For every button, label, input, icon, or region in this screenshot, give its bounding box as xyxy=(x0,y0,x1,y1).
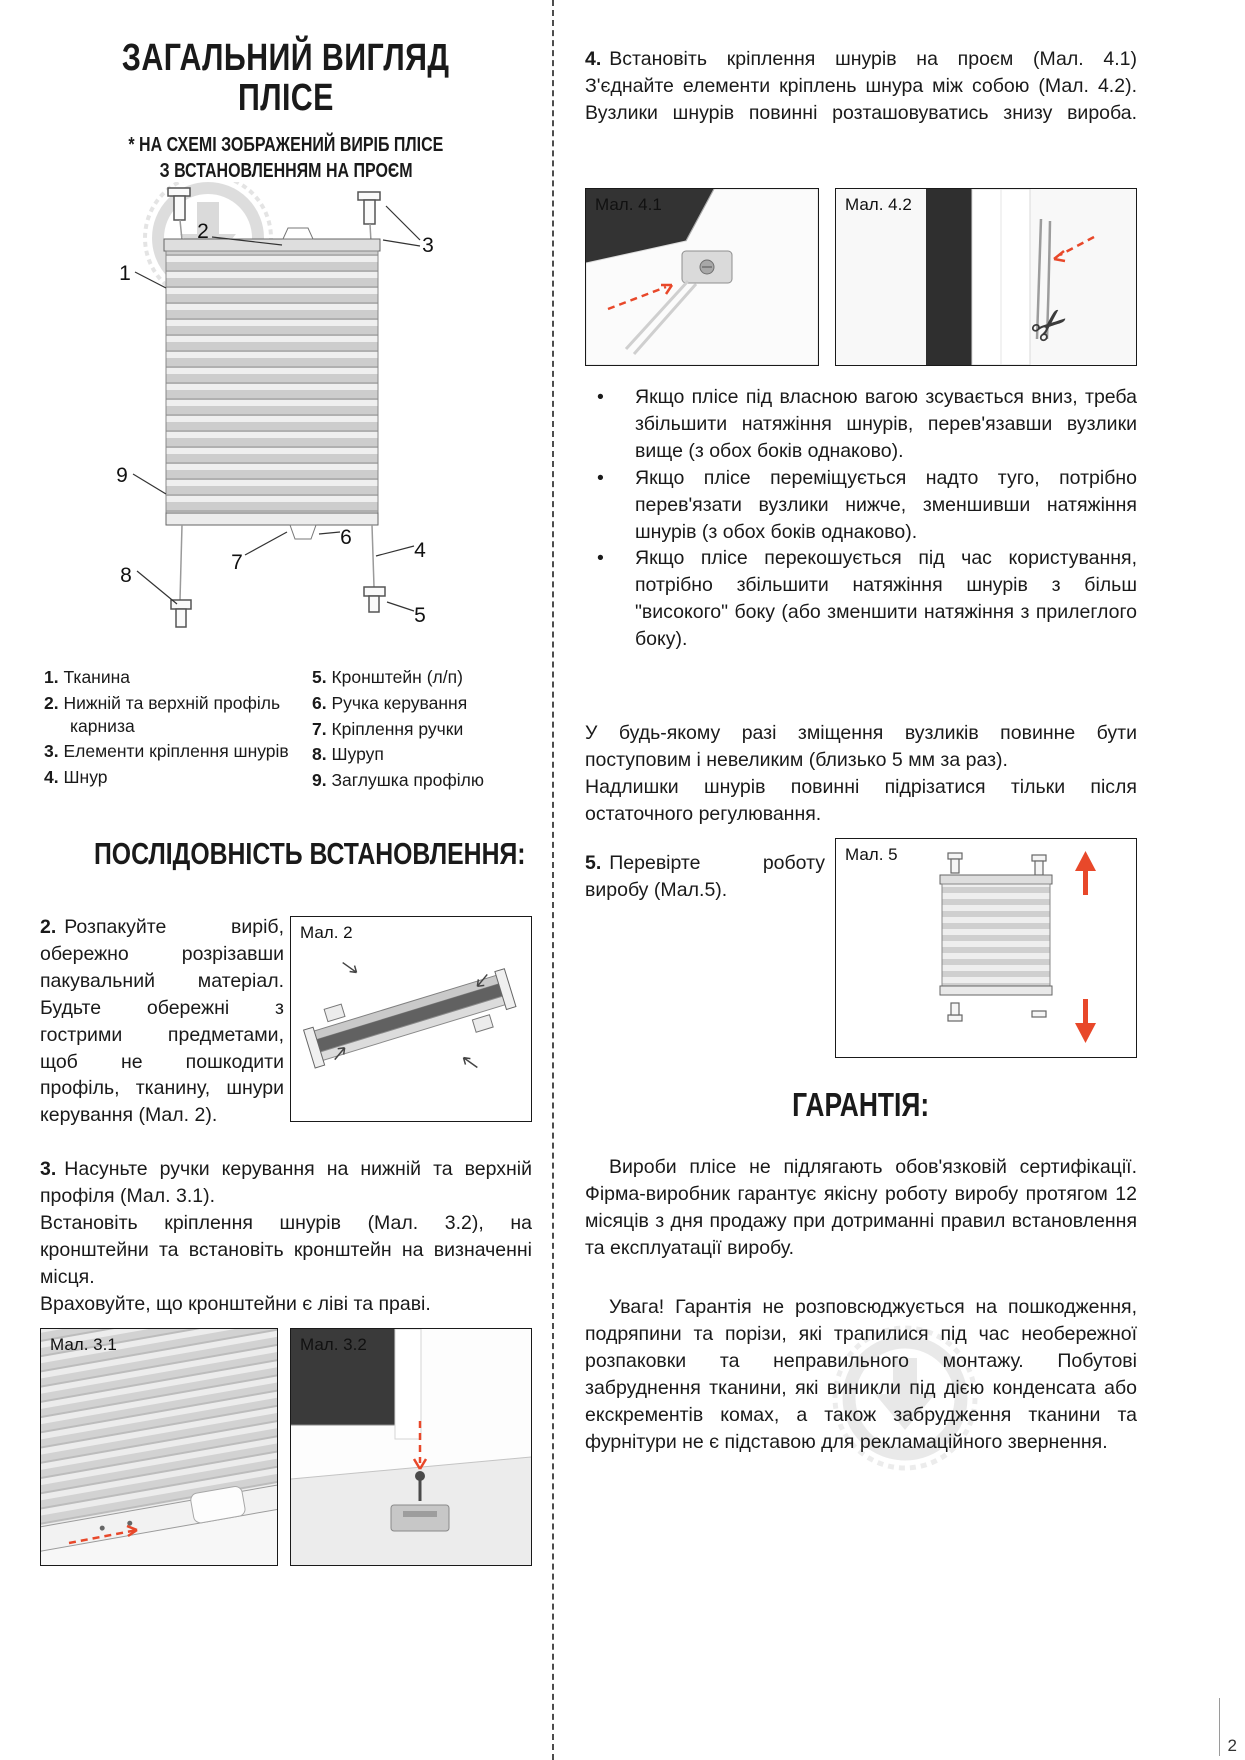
warranty-paragraph-2: Увага! Гарантія не розповсюджується на пошкодження, подряпини та порізи, які трапилися під час необережної розпаковки та неправильного монтажу. Побутові забруднення тканини, які виникли під дією конденсата або екскрементів комах, а також забрудження тканини та фурнітури не є підставою для рекламаційного звернення. xyxy=(585,1296,1137,1453)
section-title-warranty: ГАРАНТІЯ: xyxy=(792,1086,930,1123)
window-glass xyxy=(926,189,972,365)
step-3-paragraph: 3. Насуньте ручки керування на нижній та верхній профіля (Мал. 3.1). Встановіть кріплення шнурів (Мал. 3.2), на кронштейни та встановіть кронштейн на визначенні місця. Враховуйте, що кронштейни є ліві та праві. xyxy=(40,1158,532,1315)
top-profile xyxy=(940,875,1052,884)
svg-text:9: 9 xyxy=(116,464,128,487)
step-2-paragraph: 2. Розпакуйте виріб, обережно розрізавши пакувальний матеріал. Будьте обережні з гострими предметами, щоб не пошкодити профіль, тканину, шнури керування (Мал. 2). xyxy=(40,916,284,1127)
svg-text:6: 6 xyxy=(340,526,352,549)
adjustment-bullet-list xyxy=(585,384,1137,653)
right-column xyxy=(585,0,1137,1760)
title-line-2: ПЛІСЕ xyxy=(238,77,334,120)
step-5-number: 5. xyxy=(585,852,602,874)
warranty-paragraph-1: Вироби плісе не підлягають обов'язковій сертифікації. Фірма-виробник гарантує якісну роботу виробу протягом 12 місяців з дня продажу при дотриманні правил встановлення та експлуатації виробу. xyxy=(585,1156,1137,1259)
cord-trimming-illustration xyxy=(836,189,1136,365)
svg-text:1: 1 xyxy=(119,262,131,285)
scissors-icon: ✂ xyxy=(1020,295,1081,357)
step-4-number: 4. xyxy=(585,48,602,70)
figure-4-2 xyxy=(835,188,1137,366)
legend-column-2 xyxy=(312,666,532,795)
bullet-marker: • xyxy=(597,466,604,489)
adjustment-note: У будь-якому разі зміщення вузликів повинне бути поступовим і невеликим (близько 5 мм за раз). Надлишки шнурів повинні підрізатися тільки після остаточного регулювання. xyxy=(585,722,1137,825)
legend-item: 4. Шнур xyxy=(44,767,108,787)
left-column xyxy=(40,0,532,1760)
handle-install-illustration xyxy=(41,1329,277,1565)
legend-item: 7. Кріплення ручки xyxy=(312,718,464,739)
legend-column-1 xyxy=(44,666,306,792)
figure-3-1-label: Мал. 3.1 xyxy=(50,1335,117,1354)
svg-text:5: 5 xyxy=(414,604,426,627)
svg-text:8: 8 xyxy=(120,564,132,587)
section-title-installation-sequence: ПОСЛІДОВНІСТЬ ВСТАНОВЛЕННЯ: xyxy=(93,836,526,871)
step-4-paragraph: 4. Встановіть кріплення шнурів на проєм (Мал. 4.1) З'єднайте елементи кріплень шнура між собою (Мал. 4.2). Вузлики шнурів повинні розташовуватись знизу вироба. xyxy=(585,48,1137,124)
blind-overview-diagram xyxy=(40,182,532,660)
column-divider xyxy=(552,0,554,1760)
svg-text:2: 2 xyxy=(197,220,209,243)
legend-item: 2. Нижній та верхній профіль карниза xyxy=(44,692,281,736)
page-title xyxy=(40,38,532,119)
figure-3-1 xyxy=(40,1328,278,1566)
window-frame xyxy=(395,1329,421,1439)
legend-item: 6. Ручка керування xyxy=(312,692,468,713)
svg-text:3: 3 xyxy=(422,234,434,257)
page-number: 2 xyxy=(1227,1736,1237,1755)
bottom-brackets xyxy=(171,587,385,627)
figure-4-1-label: Мал. 4.1 xyxy=(595,195,662,214)
legend-item: 9. Заглушка профілю xyxy=(312,770,484,790)
figure-4-1 xyxy=(585,188,819,366)
figure-3-2-label: Мал. 3.2 xyxy=(300,1335,367,1354)
step-2-number: 2. xyxy=(40,916,57,938)
svg-text:4: 4 xyxy=(414,539,426,562)
legend-item: 8. Шуруп xyxy=(312,744,384,765)
figure-3-2 xyxy=(290,1328,532,1566)
page-subtitle: * НА СХЕМІ ЗОБРАЖЕНИЙ ВИРІБ ПЛІСЕ З ВСТАНОВЛЕННЯМ НА ПРОЄМ xyxy=(128,134,444,182)
cord-fastening-illustration xyxy=(586,189,818,365)
bottom-profile xyxy=(940,986,1052,995)
figure-2-label: Мал. 2 xyxy=(300,923,353,942)
operation-check-illustration xyxy=(836,839,1136,1057)
legend-item: 1. Тканина xyxy=(44,667,131,687)
page-number-block xyxy=(1219,1698,1237,1756)
svg-text:7: 7 xyxy=(231,551,243,574)
step-3-number: 3. xyxy=(40,1158,57,1180)
bullet-marker: • xyxy=(597,386,604,408)
bullet-marker: • xyxy=(597,547,604,570)
pleated-fabric xyxy=(942,884,1050,986)
figure-4-2-label: Мал. 4.2 xyxy=(845,195,912,214)
bottom-handle xyxy=(290,525,316,539)
cord-bracket xyxy=(391,1505,449,1531)
page-number-rule xyxy=(1219,1698,1220,1756)
pleated-fabric xyxy=(166,251,378,513)
top-handle xyxy=(283,228,313,239)
bracket-install-illustration xyxy=(291,1329,531,1565)
packed-blind-illustration xyxy=(291,917,531,1121)
legend-item: 3. Елементи кріплення шнурів xyxy=(44,741,289,762)
legend-item: 5. Кронштейн (л/п) xyxy=(312,667,463,687)
title-line-1: ЗАГАЛЬНИЙ ВИГЛЯД xyxy=(122,37,450,79)
figure-5 xyxy=(835,838,1137,1058)
bullet-item: • Якщо плісе переміщується надто туго, потрібно перев'язати вузлики нижче, зменшивши натяжіння шнурів (з обох боків однаково). xyxy=(585,465,1137,546)
figure-5-label: Мал. 5 xyxy=(845,845,898,864)
figure-2 xyxy=(290,916,532,1122)
step-5-paragraph: 5. Перевірте роботу виробу (Мал.5). xyxy=(585,852,825,901)
bullet-item: • Якщо плісе перекошується під час користування, потрібно збільшити натяжіння шнурів з більш "високого" боку (або зменшити натяжіння з прилеглого боку). xyxy=(585,545,1137,653)
bottom-profile xyxy=(166,513,378,525)
bullet-item: • Якщо плісе під власною вагою зсувається вниз, треба збільшити натяжіння шнурів, перев'язавши вузлики вище (з обох боків однаково). xyxy=(585,384,1137,465)
